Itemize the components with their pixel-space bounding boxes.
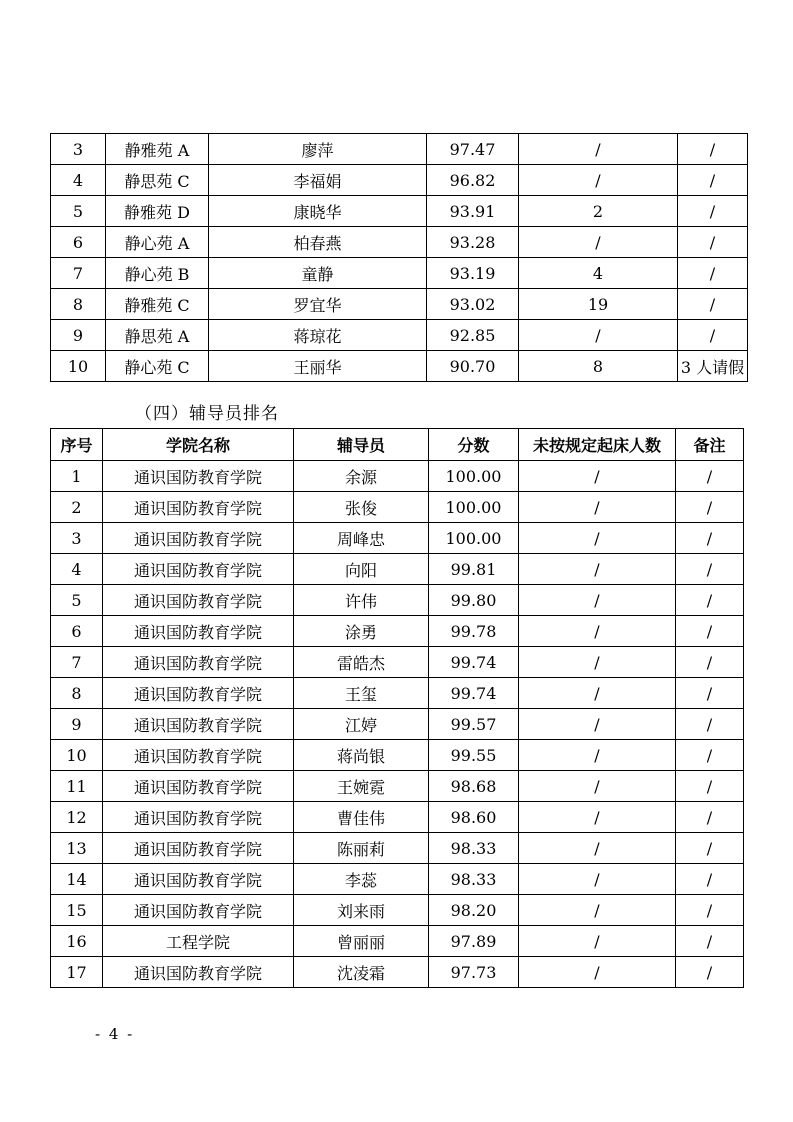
cell-index: 3 <box>51 523 103 554</box>
cell-person: 张俊 <box>294 492 429 523</box>
cell-name: 通识国防教育学院 <box>103 833 294 864</box>
cell-count: / <box>519 647 676 678</box>
cell-person: 曾丽丽 <box>294 926 429 957</box>
cell-score: 98.60 <box>429 802 519 833</box>
table-row <box>51 165 748 196</box>
table-row <box>51 709 744 740</box>
table-row <box>51 740 744 771</box>
table-row <box>51 616 744 647</box>
cell-name: 工程学院 <box>103 926 294 957</box>
cell-remarks: / <box>678 196 748 227</box>
cell-index: 6 <box>51 227 106 258</box>
cell-count: / <box>519 554 676 585</box>
cell-name: 静思苑 C <box>106 165 209 196</box>
cell-name: 通识国防教育学院 <box>103 678 294 709</box>
cell-index: 11 <box>51 771 103 802</box>
cell-name: 静思苑 A <box>106 320 209 351</box>
cell-count: / <box>519 134 678 165</box>
cell-score: 98.33 <box>429 833 519 864</box>
cell-score: 90.70 <box>427 351 519 382</box>
cell-remarks: / <box>678 289 748 320</box>
cell-score: 93.91 <box>427 196 519 227</box>
table-row <box>51 895 744 926</box>
cell-person: 余源 <box>294 461 429 492</box>
table-row <box>51 647 744 678</box>
cell-person: 王婉霓 <box>294 771 429 802</box>
table-row <box>51 833 744 864</box>
cell-person: 周峰忠 <box>294 523 429 554</box>
cell-name: 静雅苑 C <box>106 289 209 320</box>
cell-remarks: / <box>676 802 744 833</box>
cell-name: 静心苑 B <box>106 258 209 289</box>
cell-name: 通识国防教育学院 <box>103 802 294 833</box>
cell-name: 通识国防教育学院 <box>103 895 294 926</box>
table-row <box>51 864 744 895</box>
cell-name: 静心苑 A <box>106 227 209 258</box>
header-college: 学院名称 <box>103 429 294 461</box>
cell-count: / <box>519 895 676 926</box>
cell-count: / <box>519 864 676 895</box>
cell-count: / <box>519 802 676 833</box>
cell-score: 99.55 <box>429 740 519 771</box>
cell-remarks: / <box>676 709 744 740</box>
header-score: 分数 <box>429 429 519 461</box>
cell-score: 98.33 <box>429 864 519 895</box>
cell-index: 9 <box>51 709 103 740</box>
cell-name: 通识国防教育学院 <box>103 771 294 802</box>
cell-name: 通识国防教育学院 <box>103 585 294 616</box>
cell-remarks: / <box>676 554 744 585</box>
cell-person: 康晓华 <box>209 196 427 227</box>
cell-count: / <box>519 926 676 957</box>
cell-index: 8 <box>51 289 106 320</box>
header-index: 序号 <box>51 429 103 461</box>
cell-person: 向阳 <box>294 554 429 585</box>
section-heading-counselor-ranking: （四）辅导员排名 <box>135 404 279 424</box>
cell-person: 沈凌霜 <box>294 957 429 988</box>
cell-index: 5 <box>51 585 103 616</box>
cell-remarks: / <box>676 461 744 492</box>
cell-person: 许伟 <box>294 585 429 616</box>
cell-remarks: / <box>676 833 744 864</box>
cell-index: 2 <box>51 492 103 523</box>
cell-count: / <box>519 492 676 523</box>
cell-count: / <box>519 320 678 351</box>
table-row <box>51 926 744 957</box>
cell-count: / <box>519 709 676 740</box>
cell-person: 雷皓杰 <box>294 647 429 678</box>
cell-index: 4 <box>51 554 103 585</box>
cell-remarks: / <box>678 227 748 258</box>
cell-remarks: / <box>678 134 748 165</box>
cell-person: 江婷 <box>294 709 429 740</box>
cell-name: 通识国防教育学院 <box>103 740 294 771</box>
cell-name: 静雅苑 A <box>106 134 209 165</box>
cell-count: / <box>519 523 676 554</box>
cell-index: 1 <box>51 461 103 492</box>
cell-score: 92.85 <box>427 320 519 351</box>
header-counselor: 辅导员 <box>294 429 429 461</box>
cell-person: 蒋琼花 <box>209 320 427 351</box>
cell-person: 曹佳伟 <box>294 802 429 833</box>
cell-count: 8 <box>519 351 678 382</box>
cell-person: 李福娟 <box>209 165 427 196</box>
cell-index: 6 <box>51 616 103 647</box>
cell-remarks: / <box>676 957 744 988</box>
cell-count: / <box>519 227 678 258</box>
table-row <box>51 585 744 616</box>
cell-score: 93.28 <box>427 227 519 258</box>
cell-remarks: / <box>676 771 744 802</box>
cell-remarks: / <box>676 585 744 616</box>
cell-person: 罗宜华 <box>209 289 427 320</box>
table-row <box>51 492 744 523</box>
dorm-ranking-table-continued <box>50 133 748 382</box>
cell-name: 通识国防教育学院 <box>103 616 294 647</box>
cell-index: 12 <box>51 802 103 833</box>
cell-remarks: 3 人请假 <box>678 351 748 382</box>
cell-name: 通识国防教育学院 <box>103 523 294 554</box>
cell-remarks: / <box>676 678 744 709</box>
table-row <box>51 523 744 554</box>
cell-index: 5 <box>51 196 106 227</box>
table-row <box>51 227 748 258</box>
cell-remarks: / <box>678 320 748 351</box>
table-row <box>51 289 748 320</box>
cell-index: 4 <box>51 165 106 196</box>
cell-index: 15 <box>51 895 103 926</box>
cell-person: 李蕊 <box>294 864 429 895</box>
cell-score: 100.00 <box>429 461 519 492</box>
cell-remarks: / <box>676 895 744 926</box>
cell-score: 97.73 <box>429 957 519 988</box>
table-row <box>51 957 744 988</box>
cell-index: 7 <box>51 647 103 678</box>
cell-index: 8 <box>51 678 103 709</box>
cell-index: 14 <box>51 864 103 895</box>
cell-name: 通识国防教育学院 <box>103 461 294 492</box>
cell-count: / <box>519 585 676 616</box>
cell-count: / <box>519 678 676 709</box>
cell-index: 17 <box>51 957 103 988</box>
cell-count: / <box>519 461 676 492</box>
table-row <box>51 134 748 165</box>
table-row <box>51 461 744 492</box>
table-row <box>51 802 744 833</box>
cell-remarks: / <box>676 926 744 957</box>
table-row <box>51 554 744 585</box>
cell-score: 99.74 <box>429 678 519 709</box>
cell-score: 99.81 <box>429 554 519 585</box>
cell-index: 10 <box>51 740 103 771</box>
page-number: - 4 - <box>95 1025 135 1043</box>
cell-score: 100.00 <box>429 523 519 554</box>
cell-score: 99.78 <box>429 616 519 647</box>
cell-score: 100.00 <box>429 492 519 523</box>
cell-score: 93.02 <box>427 289 519 320</box>
cell-index: 16 <box>51 926 103 957</box>
cell-remarks: / <box>676 616 744 647</box>
cell-name: 通识国防教育学院 <box>103 554 294 585</box>
cell-count: / <box>519 165 678 196</box>
cell-count: / <box>519 616 676 647</box>
cell-score: 97.47 <box>427 134 519 165</box>
cell-score: 96.82 <box>427 165 519 196</box>
cell-person: 王玺 <box>294 678 429 709</box>
cell-count: 2 <box>519 196 678 227</box>
cell-person: 陈丽莉 <box>294 833 429 864</box>
cell-index: 13 <box>51 833 103 864</box>
table-header-row <box>51 429 744 461</box>
cell-count: 4 <box>519 258 678 289</box>
cell-score: 99.80 <box>429 585 519 616</box>
cell-remarks: / <box>676 740 744 771</box>
cell-person: 刘来雨 <box>294 895 429 926</box>
cell-name: 通识国防教育学院 <box>103 647 294 678</box>
cell-person: 涂勇 <box>294 616 429 647</box>
table-row <box>51 258 748 289</box>
cell-name: 静心苑 C <box>106 351 209 382</box>
cell-index: 10 <box>51 351 106 382</box>
cell-name: 通识国防教育学院 <box>103 492 294 523</box>
cell-remarks: / <box>678 258 748 289</box>
cell-name: 静雅苑 D <box>106 196 209 227</box>
cell-name: 通识国防教育学院 <box>103 957 294 988</box>
cell-score: 98.20 <box>429 895 519 926</box>
table-row <box>51 771 744 802</box>
table-row <box>51 678 744 709</box>
cell-score: 99.74 <box>429 647 519 678</box>
cell-name: 通识国防教育学院 <box>103 864 294 895</box>
cell-remarks: / <box>676 647 744 678</box>
cell-count: 19 <box>519 289 678 320</box>
cell-count: / <box>519 771 676 802</box>
cell-index: 3 <box>51 134 106 165</box>
cell-remarks: / <box>676 523 744 554</box>
table-row <box>51 320 748 351</box>
table-row <box>51 351 748 382</box>
cell-count: / <box>519 740 676 771</box>
cell-person: 廖萍 <box>209 134 427 165</box>
cell-name: 通识国防教育学院 <box>103 709 294 740</box>
cell-remarks: / <box>678 165 748 196</box>
cell-person: 柏春燕 <box>209 227 427 258</box>
header-remarks: 备注 <box>676 429 744 461</box>
cell-person: 王丽华 <box>209 351 427 382</box>
cell-count: / <box>519 957 676 988</box>
cell-count: / <box>519 833 676 864</box>
cell-remarks: / <box>676 864 744 895</box>
cell-index: 9 <box>51 320 106 351</box>
cell-person: 蒋尚银 <box>294 740 429 771</box>
counselor-ranking-table <box>50 428 744 988</box>
table-row <box>51 196 748 227</box>
cell-remarks: / <box>676 492 744 523</box>
header-late-count: 未按规定起床人数 <box>519 429 676 461</box>
cell-index: 7 <box>51 258 106 289</box>
cell-person: 童静 <box>209 258 427 289</box>
cell-score: 93.19 <box>427 258 519 289</box>
cell-score: 98.68 <box>429 771 519 802</box>
cell-score: 97.89 <box>429 926 519 957</box>
cell-score: 99.57 <box>429 709 519 740</box>
